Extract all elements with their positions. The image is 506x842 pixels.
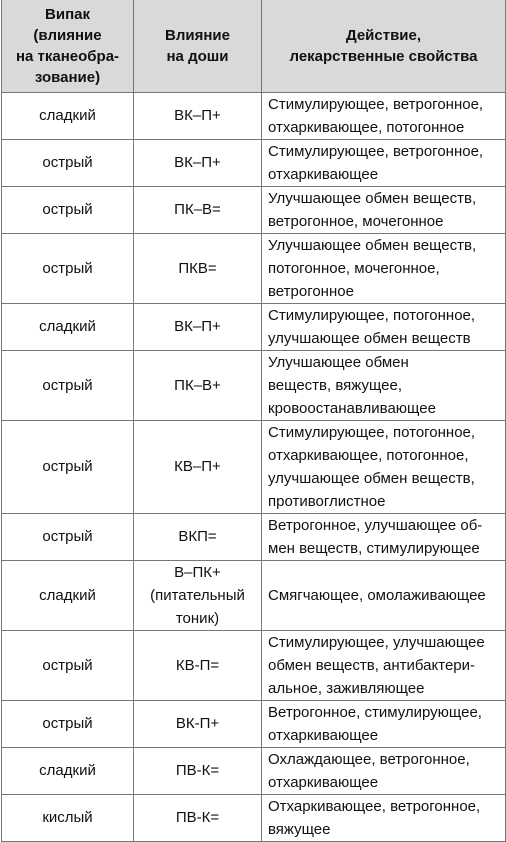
cell-vliyanie-line: В–ПК+ (174, 563, 221, 581)
cell-vliyanie (134, 303, 262, 350)
table-row (2, 560, 506, 630)
cell-vipak: острый (2, 350, 134, 420)
cell-deistvie-line: Отхаркивающее, ветрогонное, (268, 797, 481, 815)
cell-vliyanie-line: КВ–П+ (174, 458, 221, 475)
cell-deistvie-line: Стимулирующее, ветрогонное, (268, 142, 484, 160)
cell-deistvie-line: Улучшающее обмен веществ, (268, 236, 477, 254)
cell-deistvie-line: отхаркивающее (268, 773, 379, 791)
cell-deistvie (262, 139, 506, 186)
header-vipak-line: на тканеобра- (15, 47, 120, 65)
cell-vliyanie-line: ВК–П+ (174, 318, 221, 335)
cell-deistvie-line: Ветрогонное, улучшающее об- (268, 516, 483, 534)
cell-vliyanie-line: ВК-П+ (175, 715, 220, 732)
cell-vliyanie-line: ВКП= (178, 528, 217, 545)
cell-vliyanie (134, 794, 262, 841)
cell-deistvie-line: Стимулирующее, улучшающее (268, 633, 485, 651)
cell-deistvie-line: Ветрогонное, стимулирующее, (268, 703, 482, 721)
cell-vliyanie-line: КВ-П= (175, 656, 220, 674)
cell-vliyanie-line: ВК–П+ (174, 107, 221, 124)
table-row (2, 420, 506, 513)
header-vipak-line: (влияние (33, 26, 102, 44)
cell-deistvie (262, 560, 506, 630)
cell-vipak: острый (2, 700, 134, 747)
cell-deistvie (262, 233, 506, 303)
table-row (2, 700, 506, 747)
cell-vipak: сладкий (2, 560, 134, 630)
cell-vliyanie (134, 420, 262, 513)
cell-deistvie-line: отхаркивающее, потогонное, (268, 446, 469, 464)
cell-deistvie-line: кровоостанавливающее (268, 399, 436, 417)
cell-deistvie (262, 92, 506, 139)
cell-deistvie-line: мен веществ, стимулирующее (268, 539, 480, 557)
cell-vliyanie (134, 630, 262, 700)
table-header-row (2, 0, 506, 92)
table-row (2, 350, 506, 420)
cell-deistvie (262, 700, 506, 747)
cell-deistvie-line: Стимулирующее, ветрогонное, (268, 95, 484, 113)
header-deistvie-line: лекарственные свойства (289, 47, 478, 65)
cell-vipak: сладкий (2, 92, 134, 139)
cell-vipak: сладкий (2, 747, 134, 794)
cell-deistvie-line: Улучшающее обмен веществ, (268, 189, 477, 207)
cell-deistvie-line: улучшающее обмен веществ (268, 329, 471, 347)
cell-vliyanie (134, 700, 262, 747)
table-row (2, 630, 506, 700)
table-row (2, 794, 506, 841)
cell-vliyanie (134, 513, 262, 560)
cell-deistvie-line: противоглистное (268, 492, 386, 510)
table-body (2, 92, 506, 841)
cell-deistvie (262, 186, 506, 233)
cell-vipak: острый (2, 139, 134, 186)
cell-vipak: острый (2, 513, 134, 560)
cell-vliyanie-line: ПКВ= (178, 259, 217, 277)
cell-deistvie (262, 350, 506, 420)
cell-vliyanie-line: ПК–В= (174, 201, 221, 218)
cell-deistvie-line: потогонное, мочегонное, (268, 259, 440, 277)
cell-deistvie-line: альное, заживляющее (268, 679, 425, 697)
cell-deistvie-line: Охлаждающее, ветрогонное, (268, 750, 470, 768)
cell-vliyanie (134, 92, 262, 139)
cell-vliyanie (134, 233, 262, 303)
cell-deistvie-line: улучшающее обмен веществ, (268, 469, 475, 487)
properties-table (1, 0, 506, 842)
header-deistvie (262, 0, 506, 92)
cell-deistvie (262, 420, 506, 513)
cell-vliyanie-line: ПК–В+ (174, 376, 221, 394)
cell-deistvie (262, 747, 506, 794)
cell-deistvie-line: обмен веществ, антибактери- (268, 656, 475, 674)
table-row (2, 303, 506, 350)
cell-deistvie-line: Смягчающее, омолаживающее (268, 586, 486, 604)
cell-vipak: острый (2, 420, 134, 513)
cell-vliyanie-line: ПВ-К= (175, 762, 220, 779)
header-vipak-line: зование) (34, 68, 101, 86)
cell-deistvie-line: ветрогонное (268, 282, 354, 300)
cell-deistvie (262, 794, 506, 841)
cell-deistvie (262, 513, 506, 560)
cell-deistvie-line: вяжущее (268, 820, 331, 838)
cell-vliyanie (134, 186, 262, 233)
cell-vipak: острый (2, 233, 134, 303)
cell-vliyanie-line: (питательный (150, 586, 245, 604)
cell-vliyanie (134, 350, 262, 420)
cell-deistvie-line: Стимулирующее, потогонное, (268, 306, 476, 324)
table-row (2, 139, 506, 186)
table-row (2, 747, 506, 794)
header-vipak (2, 0, 134, 92)
cell-vliyanie-line: ПВ-К= (175, 809, 220, 826)
cell-deistvie-line: ветрогонное, мочегонное (268, 212, 444, 230)
header-vliyanie-line: на доши (166, 47, 229, 65)
cell-deistvie (262, 303, 506, 350)
cell-deistvie-line: Улучшающее обмен (268, 353, 409, 371)
cell-deistvie-line: отхаркивающее, потогонное (268, 118, 465, 136)
cell-deistvie-line: Стимулирующее, потогонное, (268, 423, 476, 441)
cell-vipak: кислый (2, 794, 134, 841)
cell-vliyanie (134, 139, 262, 186)
cell-deistvie-line: отхаркивающее (268, 726, 379, 744)
cell-vliyanie (134, 747, 262, 794)
cell-vipak: острый (2, 186, 134, 233)
cell-deistvie-line: отхаркивающее (268, 165, 379, 183)
header-vipak-line: Випак (45, 5, 90, 23)
header-deistvie-line: Действие, (345, 26, 422, 44)
table-row (2, 92, 506, 139)
header-vliyanie (134, 0, 262, 92)
cell-vipak: сладкий (2, 303, 134, 350)
table-row (2, 186, 506, 233)
cell-vipak: острый (2, 630, 134, 700)
table-row (2, 513, 506, 560)
cell-vliyanie-line: ВК–П+ (174, 154, 221, 171)
cell-deistvie (262, 630, 506, 700)
cell-vliyanie-line: тоник) (175, 609, 220, 627)
header-vliyanie-line: Влияние (165, 26, 230, 44)
table-row (2, 233, 506, 303)
cell-deistvie-line: веществ, вяжущее, (268, 376, 402, 394)
cell-vliyanie (134, 560, 262, 630)
